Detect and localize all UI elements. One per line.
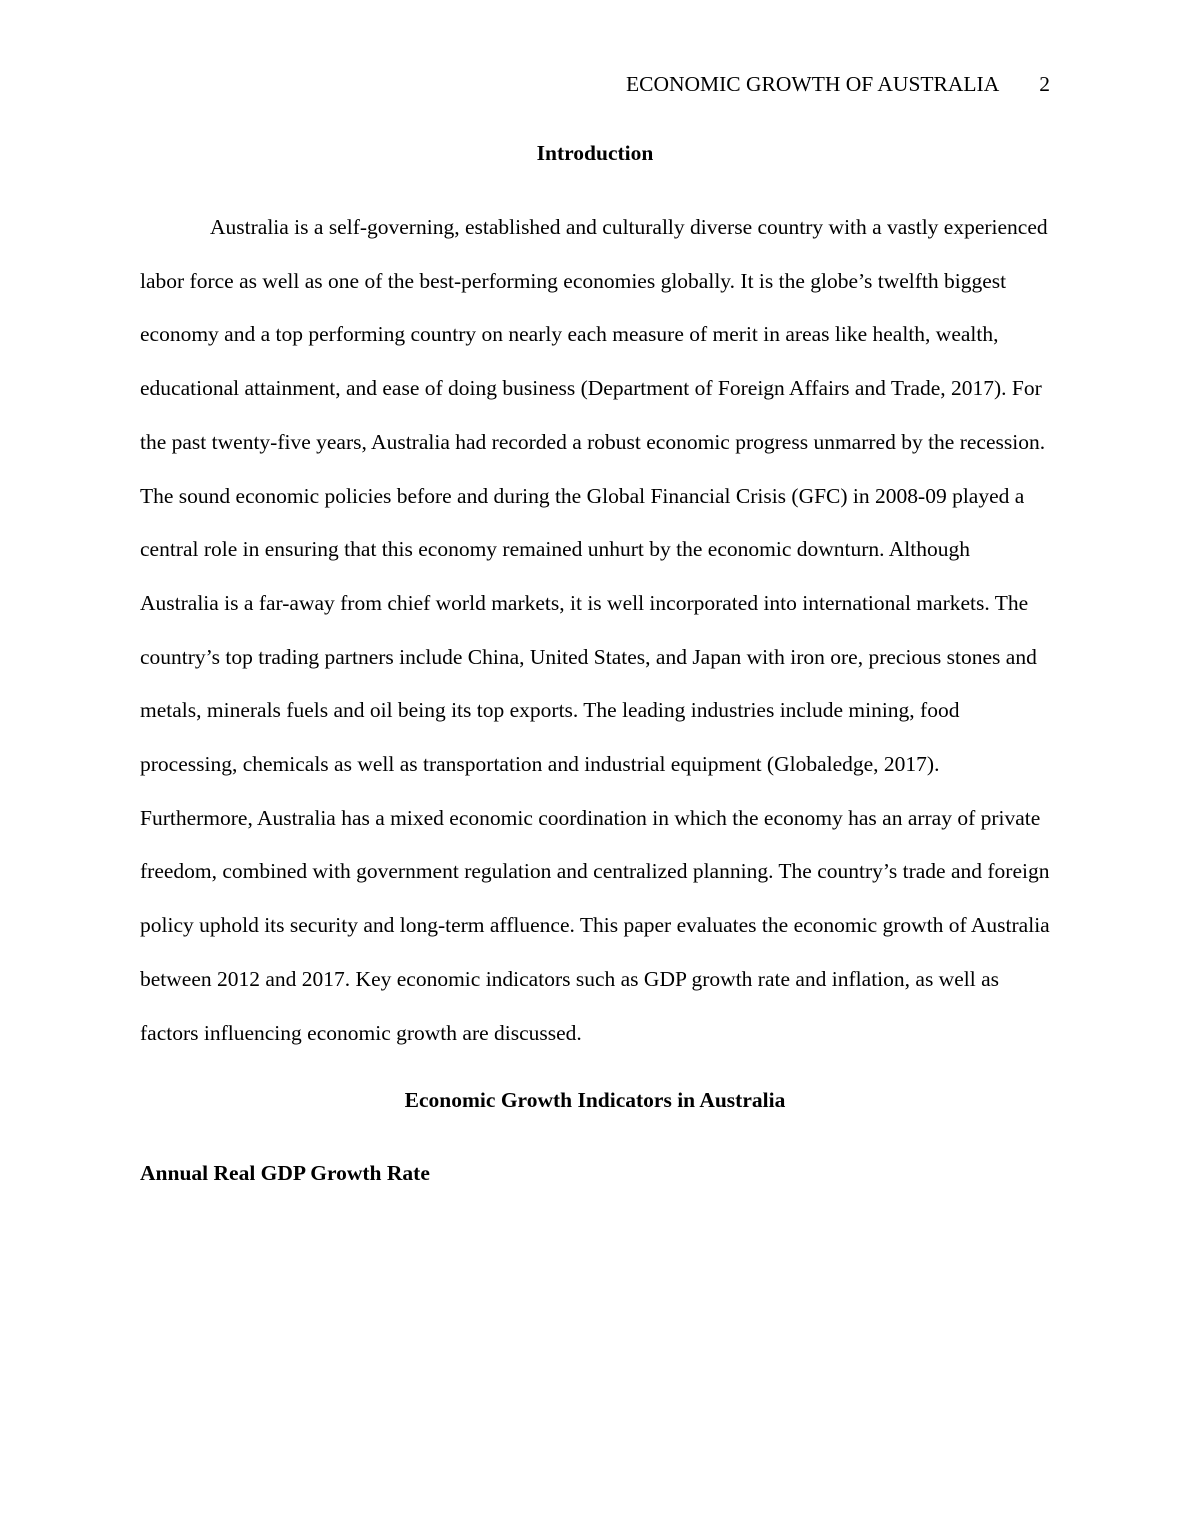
indicators-heading: Economic Growth Indicators in Australia <box>404 1088 786 1113</box>
gdp-growth-subheading: Annual Real GDP Growth Rate <box>140 1161 430 1186</box>
document-body <box>140 139 1050 1187</box>
introduction-heading: Introduction <box>536 141 654 165</box>
running-head-title: ECONOMIC GROWTH OF AUSTRALIA <box>625 72 1000 96</box>
running-head <box>626 70 1050 98</box>
introduction-paragraph: Australia is a self-governing, established and culturally diverse country with a vastly experienced labor force as well as one of the best-performing economies globally. It is the globe’s twelfth biggest economy and a top performing country on nearly each measure of merit in areas like health, wealth, educational attainment, and ease of doing business (Department of Foreign Affairs and Trade, 2017). For the past twenty-five years, Australia had recorded a robust economic progress unmarred by the recession. The sound economic policies before and during the Global Financial Crisis (GFC) in 2008-09 played a central role in ensuring that this economy remained unhurt by the economic downturn. Although Australia is a far-away from chief world markets, it is well incorporated into international markets. The country’s top trading partners include China, United States, and Japan with iron ore, precious stones and metals, minerals fuels and oil being its top exports. The leading industries include mining, food processing, chemicals as well as transportation and industrial equipment (Globaledge, 2017). Furthermore, Australia has a mixed economic coordination in which the economy has an array of private freedom, combined with government regulation and centralized planning. The country’s trade and foreign policy uphold its security and long-term affluence. This paper evaluates the economic growth of Australia between 2012 and 2017. Key economic indicators such as GDP growth rate and inflation, as well as factors influencing economic growth are discussed. <box>140 215 1050 1045</box>
page-number: 2 <box>1039 72 1050 96</box>
